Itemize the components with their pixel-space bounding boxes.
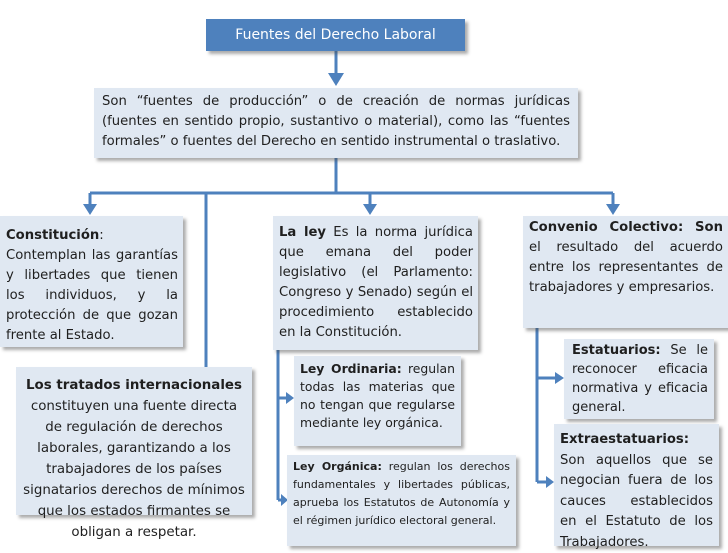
constitucion-heading: Constitución [6, 228, 100, 243]
ley-body: Es la norma jurídica que emana del poder legislativo (el Parlamento: Congreso y Senado) según el procedimiento establecido en la Constitución. [279, 225, 473, 340]
arrow-to-intro [328, 73, 344, 86]
ley-heading: La ley [279, 225, 327, 240]
ley-ordinaria-heading: Ley Ordinaria: [300, 361, 402, 376]
ley-ordinaria-box [294, 356, 461, 446]
extraestatuarios-heading: Extraestatuarios: [560, 432, 690, 447]
estatuarios-heading: Estatuarios: [572, 343, 661, 358]
tratados-heading: Los tratados internacionales [26, 378, 242, 393]
estatuarios-box [564, 339, 714, 419]
estatuarios-body: Se le reconocer eficacia normativa y eficacia general. [572, 343, 708, 415]
diagram-title [206, 19, 465, 51]
ley-organica-box [287, 455, 516, 546]
arrow-to-ley [363, 204, 377, 215]
intro-line-1: Son “fuentes de producción” o de creación de normas jurídicas [102, 94, 570, 109]
arrow-to-ordinaria [286, 392, 294, 404]
arrow-to-constitucion [83, 204, 97, 215]
constitucion-colon: : [99, 228, 104, 243]
arrow-to-estatuarios [555, 372, 564, 384]
intro-box [94, 88, 578, 158]
extraestatuarios-box [554, 424, 719, 550]
convenio-box [523, 216, 728, 328]
arrow-to-extraestatuarios [546, 476, 554, 488]
intro-line-3: formales” o fuentes del Derecho en sentido instrumental o traslativo. [102, 134, 561, 149]
ley-ordinaria-body: regulan todas las materias que no tengan que regularse mediante ley orgánica. [300, 361, 455, 430]
tratados-box [16, 367, 252, 540]
ley-organica-body: regulan los derechos fundamentales y libertades públicas, aprueba los Estatutos de Autonomía y el régimen jurídico electoral general. [293, 460, 510, 527]
ley-organica-heading: Ley Orgánica: [293, 460, 382, 473]
ley-box [273, 216, 478, 350]
constitucion-body: Contemplan las garantías y libertades que tienen los individuos, y la protección de que gozan frente al Estado. [6, 248, 178, 343]
arrow-to-convenio [606, 204, 620, 215]
constitucion-box [0, 216, 183, 347]
tratados-body: constituyen una fuente directa de regulación de derechos laborales, garantizando a los trabajadores de los países signatarios derechos de mínimos que los estados firmantes se obligan a respetar. [23, 399, 245, 540]
convenio-heading: Convenio Colectivo: Son [529, 220, 723, 235]
diagram-title-text: Fuentes del Derecho Laboral [235, 27, 436, 43]
convenio-body: el resultado del acuerdo entre los representantes de trabajadores y empresarios. [529, 240, 723, 295]
intro-line-2: (fuentes en sentido propio, sustantivo o material), como las “fuentes [102, 114, 570, 129]
extraestatuarios-body: Son aquellos que se negocian fuera de los cauces establecidos en el Estatuto de los Trabajadores. [560, 452, 713, 550]
